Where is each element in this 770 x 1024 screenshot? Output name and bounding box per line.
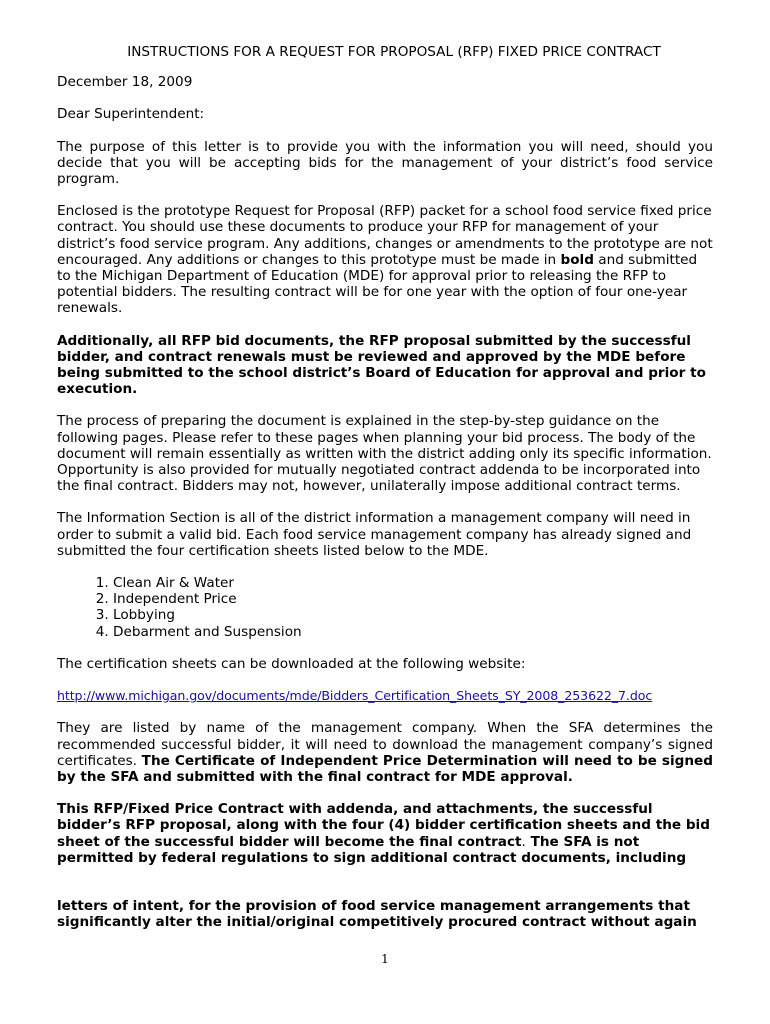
final-text-b: The SFA is not permitted by federal regulations to sign additional contract documents, including xyxy=(57,833,687,866)
enclosed-paragraph xyxy=(57,203,713,316)
document-page xyxy=(57,44,713,946)
page-number: 1 xyxy=(381,952,389,966)
salutation: Dear Superintendent: xyxy=(57,106,205,123)
information-paragraph: The Information Section is all of the district information a management company will need in order to submit a valid bid. Each food service management company has already signed and submitted the four certification sheets listed below to the MDE. xyxy=(57,510,692,559)
certification-item: 4. Debarment and Suspension xyxy=(113,624,713,640)
download-link-paragraph xyxy=(57,688,713,704)
certification-list xyxy=(57,575,713,640)
letter-date: December 18, 2009 xyxy=(57,74,193,91)
page-gap xyxy=(57,866,713,898)
certification-item: 1. Clean Air & Water xyxy=(113,575,713,591)
document-title: INSTRUCTIONS FOR A REQUEST FOR PROPOSAL (RFP) FIXED PRICE CONTRACT xyxy=(127,44,661,60)
listed-text: They are listed by name of the management company. When the SFA determines the recommended successful bidder, it will need to download the management company’s signed certificates. xyxy=(57,720,713,769)
listed-paragraph xyxy=(57,720,713,785)
final-text-period: . xyxy=(521,833,526,850)
enclosed-bold-word: bold xyxy=(560,251,594,268)
certification-download-link[interactable]: http://www.michigan.gov/documents/mde/Bidders_Certification_Sheets_SY_2008_253622_7.doc xyxy=(57,688,653,704)
listed-bold-text: The Certificate of Independent Price Determination will need to be signed by the SFA and submitted with the final contract for MDE approval. xyxy=(57,752,713,785)
enclosed-text-b: and submitted to the Michigan Department of Education (MDE) for approval prior to releasing the RFP to potential bidders. The resulting contract will be for one year with the option of four one-year renewals. xyxy=(57,251,698,317)
certification-item: 3. Lobbying xyxy=(113,607,713,623)
final-contract-paragraph xyxy=(57,801,713,866)
continued-paragraph: letters of intent, for the provision of food service management arrangements that significantly alter the initial/original competitively procured contract without again xyxy=(57,897,697,931)
final-text-a: This RFP/Fixed Price Contract with addenda, and attachments, the successful bidder’s RFP proposal, along with the four (4) bidder certification sheets and the bid sheet of the successful bidder will become the final contract xyxy=(57,801,710,850)
download-paragraph: The certification sheets can be downloaded at the following website: xyxy=(57,655,526,672)
enclosed-text-a: Enclosed is the prototype Request for Proposal (RFP) packet for a school food service fixed price contract. You should use these documents to produce your RFP for management of your district’s food service program. Any additions, changes or amendments to the prototype are not encouraged. Any additions or changes to this prototype must be made in xyxy=(57,203,713,268)
additionally-paragraph: Additionally, all RFP bid documents, the RFP proposal submitted by the successful bidder, and contract renewals must be reviewed and approved by the MDE before being submitted to the school district’s Board of Education for approval and prior to execution. xyxy=(57,332,706,398)
process-paragraph: The process of preparing the document is explained in the step-by-step guidance on the following pages. Please refer to these pages when planning your bid process. The body of the document will remain essentially as written with the district adding only its specific information. Opportunity is also provided for mutually negotiated contract addenda to be incorporated into the final contract. Bidders may not, however, unilaterally impose additional contract terms. xyxy=(57,413,712,495)
certification-item: 2. Independent Price xyxy=(113,591,713,607)
purpose-paragraph: The purpose of this letter is to provide you with the information you will need, should you decide that you will be accepting bids for the management of your district’s food service program. xyxy=(57,138,713,188)
